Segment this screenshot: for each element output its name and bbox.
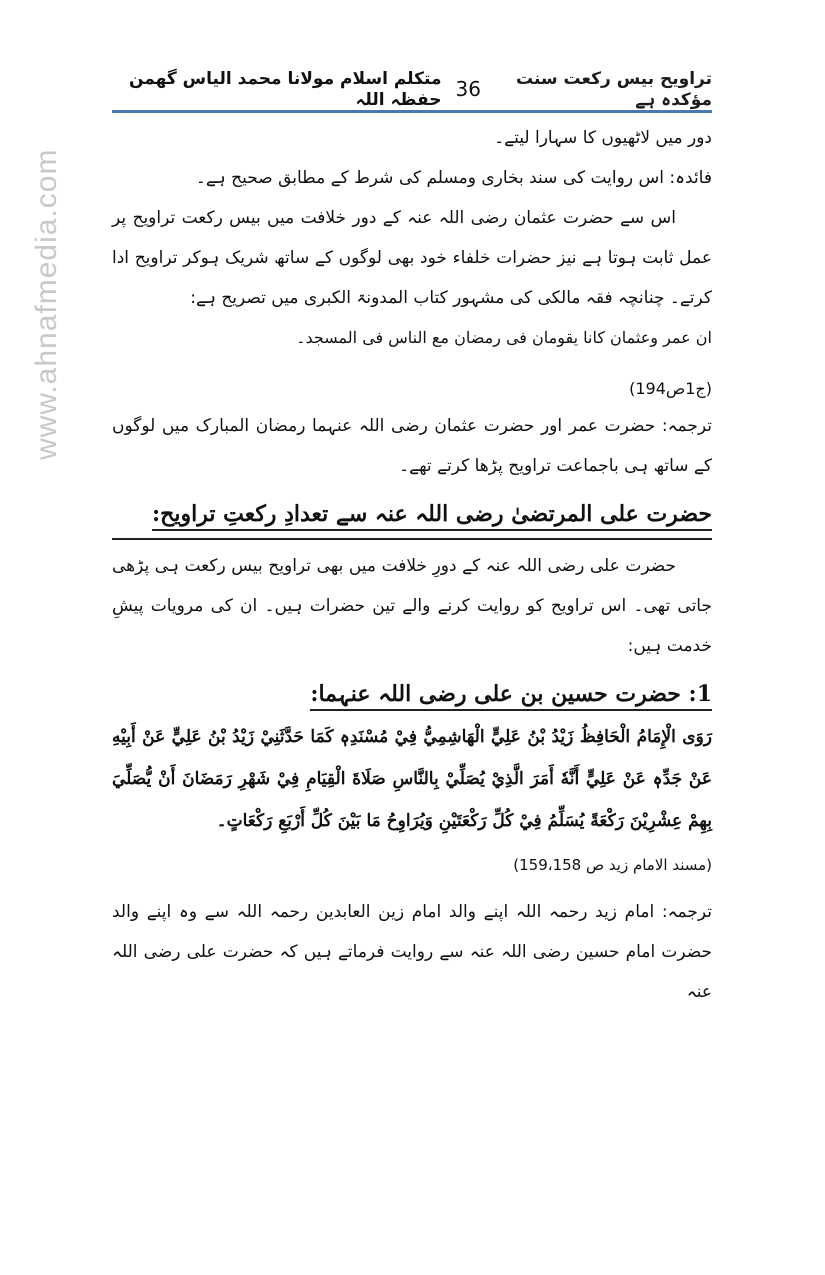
running-header — [112, 68, 712, 110]
translation: ترجمہ: حضرت عمر اور حضرت عثمان رضی اللہ عنہما رمضان المبارک میں لوگوں کے ساتھ ہی باجماعت تراویح پڑھا کرتے تھے۔ — [112, 416, 712, 476]
reference: (مسند الامام زید ص 159،158) — [513, 856, 712, 874]
header-right-group — [441, 69, 712, 110]
author-name: متکلم اسلام مولانا محمد الیاس گھمن حفظہ اللہ — [128, 68, 442, 110]
paragraph: اس سے حضرت عثمان رضی اللہ عنہ کے دور خلافت میں بیس رکعت تراویح پر عمل ثابت ہوتا ہے نیز حضرات خلفاء خود بھی لوگوں کے ساتھ شریک ہوکر تراویح ادا کرتے۔ چنانچہ فقہ مالکی کی مشہور کتاب المدونۃ الکبری میں تصریح ہے: — [112, 208, 712, 308]
heading-rule — [112, 538, 712, 540]
page-body — [112, 118, 712, 1012]
note-paragraph: فائدہ: اس روایت کی سند بخاری ومسلم کی شرط کے مطابق صحیح ہے۔ — [195, 168, 712, 188]
arabic-hadith: رَوَى الْإِمَامُ الْحَافِظُ زَيْدُ بْنُ عَلِيٍّ الْهَاشِمِيُّ فِيْ مُسْنَدِهٖ كَمَا حَدَّثَنِيْ زَيْدُ بْنُ عَلِيٍّ عَنْ أَبِيْهِ عَنْ جَدِّهٖ عَنْ عَلِيٍّ أَنَّهٗ أَمَرَ الَّذِيْ يُصَلِّيْ بِالنَّاسِ صَلَاةَ الْقِيَامِ فِيْ شَهْرِ رَمَضَانَ أَنْ يُّصَلِّيَ بِهِمْ عِشْرِيْنَ رَكْعَةً يُسَلِّمُ فِيْ كُلِّ رَكْعَتَيْنِ وَيُرَاوِحُ مَا بَيْنَ كُلِّ أَرْبَعِ رَكْعَاتٍ۔ — [112, 727, 712, 831]
chapter-title: تراویح بیس رکعت سنت مؤکدہ ہے — [515, 68, 712, 110]
paragraph: دور میں لاٹھیوں کا سہارا لیتے۔ — [494, 128, 712, 148]
spacer — [112, 882, 712, 892]
section-heading — [112, 492, 712, 536]
page-number: 36 — [455, 77, 481, 101]
translation: ترجمہ: امام زید رحمہ اللہ اپنے والد امام زین العابدین رحمہ اللہ سے وہ اپنے والد حضرت امام حسین رضی اللہ عنہ سے روایت فرماتے ہیں کہ حضرت علی رضی اللہ عنہ — [112, 902, 712, 1002]
subsection-heading — [112, 672, 712, 716]
watermark: www.ahnafmedia.com — [30, 148, 63, 460]
reference: (ج1ص194) — [629, 379, 712, 398]
section-heading-text: حضرت علی المرتضیٰ رضی اللہ عنہ سے تعدادِ رکعتِ تراویح: — [152, 501, 712, 531]
header-rule — [112, 110, 712, 113]
arabic-quote: ان عمر وعثمان کانا یقومان فی رمضان مع الناس فی المسجد۔ — [296, 328, 712, 347]
subsection-heading-text: 1: حضرت حسین بن علی رضی اللہ عنہما: — [310, 681, 712, 711]
paragraph: حضرت علی رضی اللہ عنہ کے دورِ خلافت میں بھی تراویح بیس رکعت ہی پڑھی جاتی تھی۔ اس تراویح کو روایت کرنے والے تین حضرات ہیں۔ ان کی مرویات پیشِ خدمت ہیں: — [112, 556, 712, 656]
